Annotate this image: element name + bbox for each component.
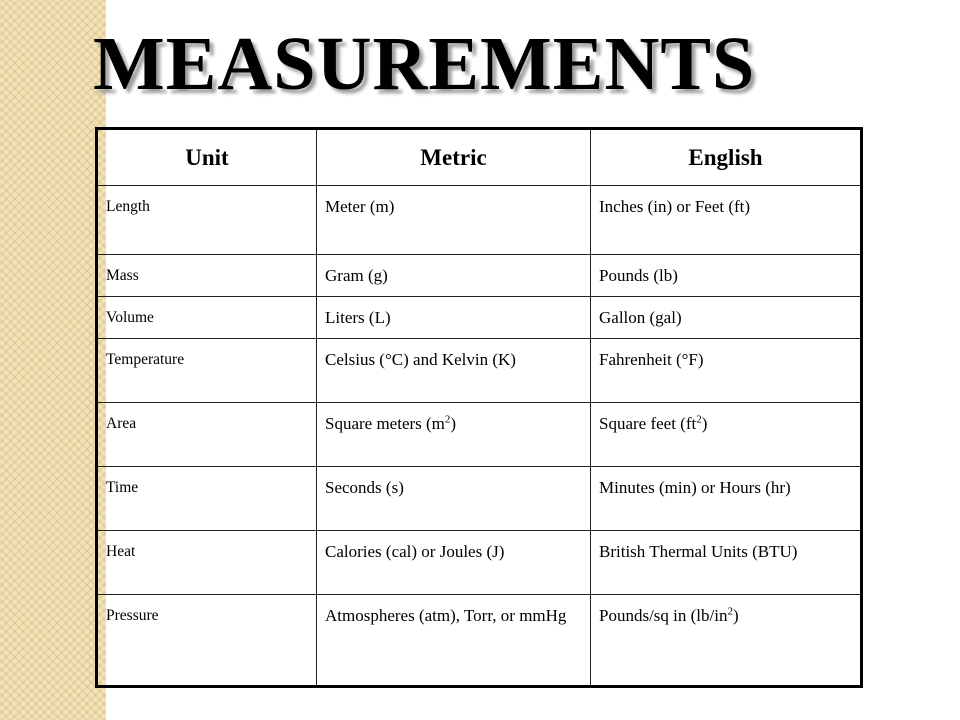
cell-metric [317, 403, 591, 467]
cell-english: Fahrenheit (°F) [591, 339, 862, 403]
cell-english: Pounds (lb) [591, 255, 862, 297]
table-row [97, 403, 862, 467]
cell-unit: Mass [97, 255, 317, 297]
table-header-row [97, 129, 862, 186]
cell-metric: Gram (g) [317, 255, 591, 297]
cell-metric: Liters (L) [317, 297, 591, 339]
cell-english-close: ) [701, 414, 708, 433]
cell-unit: Time [97, 467, 317, 531]
table-row [97, 531, 862, 595]
table-row [97, 186, 862, 255]
header-unit: Unit [97, 129, 317, 186]
measurements-table [95, 127, 863, 688]
cell-metric-text: Square meters (m [325, 414, 445, 433]
cell-metric: Meter (m) [317, 186, 591, 255]
cell-metric: Celsius (°C) and Kelvin (K) [317, 339, 591, 403]
cell-english [591, 595, 862, 687]
superscript-exponent: 2 [727, 605, 733, 618]
table-row [97, 297, 862, 339]
cell-unit: Length [97, 186, 317, 255]
cell-english: Minutes (min) or Hours (hr) [591, 467, 862, 531]
cell-metric: Seconds (s) [317, 467, 591, 531]
superscript-exponent: 2 [696, 413, 702, 426]
cell-metric: Calories (cal) or Joules (J) [317, 531, 591, 595]
cell-unit: Area [97, 403, 317, 467]
cell-unit: Temperature [97, 339, 317, 403]
header-english: English [591, 129, 862, 186]
cell-english: Inches (in) or Feet (ft) [591, 186, 862, 255]
decorative-side-strip [0, 0, 106, 720]
cell-unit: Heat [97, 531, 317, 595]
header-metric: Metric [317, 129, 591, 186]
cell-english [591, 403, 862, 467]
cell-english-text: Pounds/sq in (lb/in [599, 606, 728, 625]
cell-metric: Atmospheres (atm), Torr, or mmHg [317, 595, 591, 687]
table-row [97, 595, 862, 687]
cell-english-close: ) [732, 606, 739, 625]
cell-metric-close: ) [450, 414, 457, 433]
cell-english-text: Square feet (ft [599, 414, 697, 433]
cell-english: British Thermal Units (BTU) [591, 531, 862, 595]
superscript-exponent: 2 [444, 413, 451, 426]
cell-unit: Volume [97, 297, 317, 339]
page-title: MEASUREMENTS [93, 22, 756, 106]
table-row [97, 467, 862, 531]
table-row [97, 339, 862, 403]
cell-english: Gallon (gal) [591, 297, 862, 339]
table-row [97, 255, 862, 297]
cell-unit: Pressure [97, 595, 317, 687]
